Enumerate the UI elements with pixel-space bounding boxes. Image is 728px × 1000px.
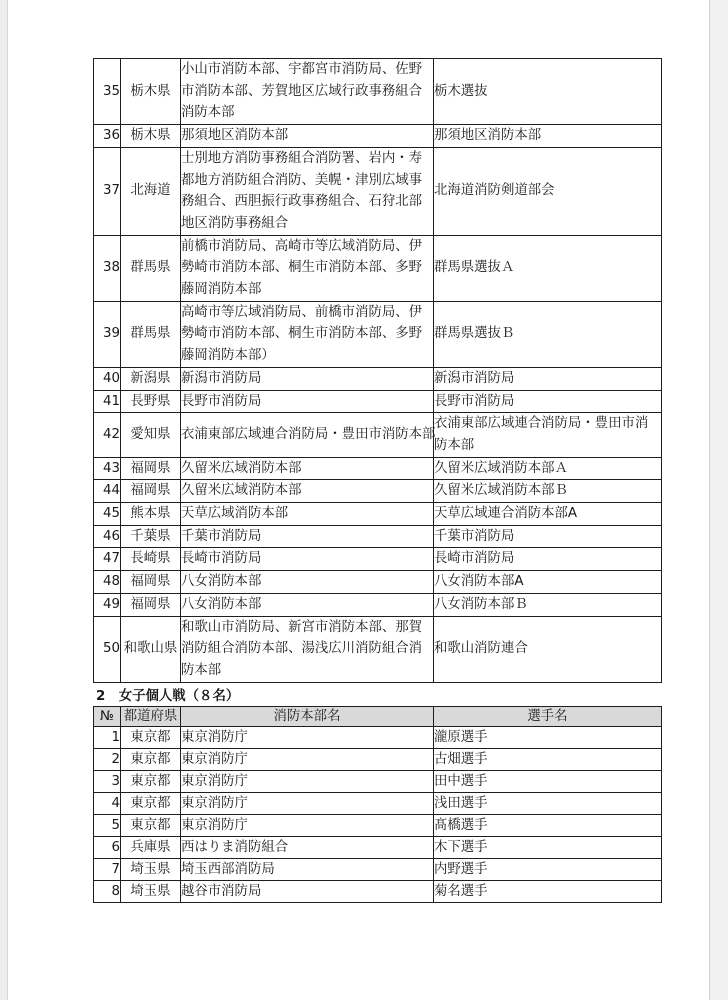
prefecture-cell: 東京都	[121, 727, 181, 749]
cell-line: 和歌山市消防局、新宮市消防本部、那賀	[181, 619, 423, 635]
prefecture-cell: 福岡県	[121, 480, 181, 503]
team-name-cell	[434, 503, 662, 526]
table-row	[94, 548, 662, 571]
prefecture-cell: 東京都	[121, 793, 181, 815]
table-row	[94, 727, 662, 749]
cell-line: 天草広域連合消防本部A	[434, 506, 578, 522]
cell-line: 久留米広域消防本部	[181, 460, 302, 476]
fire-department-cell	[181, 503, 434, 526]
team-name-cell	[434, 571, 662, 594]
prefecture-cell: 群馬県	[121, 235, 181, 301]
table-row	[94, 59, 662, 125]
cell-line: 防本部	[181, 662, 222, 678]
row-number: 48	[94, 571, 121, 594]
fire-department-cell	[181, 367, 434, 390]
table-row	[94, 593, 662, 616]
cell-line: 地区消防事務組合	[181, 215, 289, 231]
row-number: 44	[94, 480, 121, 503]
table-header	[94, 707, 662, 727]
table-row	[94, 367, 662, 390]
row-number: 2	[94, 749, 121, 771]
cell-line: 長崎市消防局	[181, 551, 262, 567]
cell-line: 市消防本部、芳賀地区広域行政事務組合	[181, 83, 423, 99]
prefecture-cell: 東京都	[121, 749, 181, 771]
fire-department-cell	[181, 480, 434, 503]
row-number: 41	[94, 390, 121, 413]
cell-line: 群馬県選抜Ｂ	[434, 326, 515, 342]
prefecture-cell: 東京都	[121, 815, 181, 837]
cell-line: 天草広域消防本部	[181, 506, 289, 522]
row-number: 8	[94, 881, 121, 903]
team-name-cell	[434, 147, 662, 235]
fire-department-cell: 埼玉西部消防局	[181, 859, 434, 881]
table-row	[94, 771, 662, 793]
fire-department-cell	[181, 616, 434, 682]
prefecture-cell: 兵庫県	[121, 837, 181, 859]
team-name-cell	[434, 125, 662, 148]
team-name-cell	[434, 59, 662, 125]
header-player: 選手名	[434, 707, 662, 727]
cell-line: 小山市消防本部、宇都宮市消防局、佐野	[181, 62, 423, 77]
table-row	[94, 859, 662, 881]
header-prefecture: 都道府県	[121, 707, 181, 727]
table-row	[94, 390, 662, 413]
cell-line: 長野市消防局	[434, 393, 515, 409]
row-number: 50	[94, 616, 121, 682]
header-row	[94, 707, 662, 727]
cell-line: 防本部	[434, 437, 475, 453]
fire-department-cell	[181, 571, 434, 594]
fire-department-cell	[181, 548, 434, 571]
cell-line: 那須地区消防本部	[181, 128, 289, 144]
table-row	[94, 815, 662, 837]
prefecture-cell: 熊本県	[121, 503, 181, 526]
fire-department-cell	[181, 525, 434, 548]
table-row	[94, 525, 662, 548]
cell-line: 消防組合消防本部、湯浅広川消防組合消	[181, 641, 423, 657]
cell-line: 衣浦東部広域連合消防局・豊田市消防本部	[181, 427, 436, 443]
cell-line: 八女消防本部Ｂ	[434, 596, 528, 612]
table-row	[94, 480, 662, 503]
team-name-cell	[434, 457, 662, 480]
cell-line: 栃木選抜	[434, 83, 488, 99]
prefecture-cell: 長崎県	[121, 548, 181, 571]
cell-line: 和歌山消防連合	[434, 641, 528, 657]
fire-department-cell	[181, 593, 434, 616]
player-name-cell: 内野選手	[434, 859, 662, 881]
row-number: 4	[94, 793, 121, 815]
fire-department-cell	[181, 125, 434, 148]
table-row	[94, 616, 662, 682]
team-name-cell	[434, 548, 662, 571]
cell-line: 長崎市消防局	[434, 551, 515, 567]
cell-line: 八女消防本部	[181, 596, 262, 612]
prefecture-cell: 群馬県	[121, 301, 181, 367]
cell-line: 藤岡消防本部	[181, 282, 262, 298]
scrollbar-track[interactable]	[709, 0, 728, 1000]
fire-department-cell: 東京消防庁	[181, 793, 434, 815]
header-fire-department: 消防本部名	[181, 707, 434, 727]
fire-department-cell	[181, 59, 434, 125]
prefecture-cell: 東京都	[121, 771, 181, 793]
row-number: 46	[94, 525, 121, 548]
table-row	[94, 837, 662, 859]
cell-line: 那須地区消防本部	[434, 128, 542, 144]
row-number: 40	[94, 367, 121, 390]
row-number: 38	[94, 235, 121, 301]
table-row	[94, 235, 662, 301]
team-name-cell	[434, 616, 662, 682]
prefecture-cell: 北海道	[121, 147, 181, 235]
table-row	[94, 571, 662, 594]
row-number: 47	[94, 548, 121, 571]
team-name-cell	[434, 593, 662, 616]
cell-line: 藤岡消防本部）	[181, 348, 275, 364]
table-row	[94, 503, 662, 526]
team-name-cell	[434, 390, 662, 413]
cell-line: 八女消防本部A	[434, 574, 524, 590]
team-entries-body	[94, 59, 662, 683]
cell-line: 衣浦東部広域連合消防局・豊田市消	[434, 416, 649, 432]
team-name-cell	[434, 413, 662, 457]
prefecture-cell: 和歌山県	[121, 616, 181, 682]
page-left-edge	[0, 0, 8, 1000]
row-number: 5	[94, 815, 121, 837]
cell-line: 士別地方消防事務組合消防署、岩内・寿	[181, 150, 423, 166]
team-name-cell	[434, 480, 662, 503]
table-row	[94, 413, 662, 457]
table-row	[94, 793, 662, 815]
cell-line: 千葉市消防局	[434, 528, 515, 544]
prefecture-cell: 福岡県	[121, 571, 181, 594]
cell-line: 勢崎市消防本部、桐生市消防本部、多野	[181, 326, 423, 342]
table-row	[94, 457, 662, 480]
cell-line: 務組合、西胆振行政事務組合、石狩北部	[181, 194, 423, 210]
fire-department-cell	[181, 413, 434, 457]
row-number: 1	[94, 727, 121, 749]
prefecture-cell: 埼玉県	[121, 859, 181, 881]
row-number: 45	[94, 503, 121, 526]
team-name-cell	[434, 301, 662, 367]
row-number: 39	[94, 301, 121, 367]
player-name-cell: 髙橋選手	[434, 815, 662, 837]
team-name-cell	[434, 525, 662, 548]
fire-department-cell: 東京消防庁	[181, 749, 434, 771]
row-number: 42	[94, 413, 121, 457]
player-name-cell: 古畑選手	[434, 749, 662, 771]
prefecture-cell: 長野県	[121, 390, 181, 413]
table-row	[94, 301, 662, 367]
prefecture-cell: 福岡県	[121, 593, 181, 616]
row-number: 3	[94, 771, 121, 793]
prefecture-cell: 愛知県	[121, 413, 181, 457]
team-name-cell	[434, 367, 662, 390]
prefecture-cell: 栃木県	[121, 125, 181, 148]
player-name-cell: 木下選手	[434, 837, 662, 859]
cell-line: 消防本部	[181, 105, 235, 121]
row-number: 6	[94, 837, 121, 859]
prefecture-cell: 埼玉県	[121, 881, 181, 903]
fire-department-cell: 東京消防庁	[181, 771, 434, 793]
row-number: 7	[94, 859, 121, 881]
cell-line: 久留米広域消防本部Ａ	[434, 460, 568, 476]
header-number: №	[94, 707, 121, 727]
cell-line: 北海道消防剣道部会	[434, 183, 555, 199]
team-entries-table	[93, 58, 662, 683]
cell-line: 前橋市消防局、高崎市等広域消防局、伊	[181, 238, 423, 254]
row-number: 36	[94, 125, 121, 148]
row-number: 37	[94, 147, 121, 235]
fire-department-cell	[181, 147, 434, 235]
cell-line: 長野市消防局	[181, 393, 262, 409]
cell-line: 千葉市消防局	[181, 528, 262, 544]
fire-department-cell	[181, 457, 434, 480]
table-row	[94, 749, 662, 771]
cell-line: 新潟市消防局	[434, 370, 515, 386]
prefecture-cell: 新潟県	[121, 367, 181, 390]
prefecture-cell: 千葉県	[121, 525, 181, 548]
fire-department-cell: 東京消防庁	[181, 727, 434, 749]
women-individual-table	[93, 706, 662, 903]
table-row	[94, 125, 662, 148]
fire-department-cell: 東京消防庁	[181, 815, 434, 837]
cell-line: 群馬県選抜Ａ	[434, 260, 515, 276]
section-heading: 2 女子個人戦（８名）	[96, 689, 240, 704]
row-number: 43	[94, 457, 121, 480]
women-individual-body	[94, 727, 662, 903]
fire-department-cell: 越谷市消防局	[181, 881, 434, 903]
row-number: 35	[94, 59, 121, 125]
fire-department-cell	[181, 390, 434, 413]
table-row	[94, 147, 662, 235]
player-name-cell: 菊名選手	[434, 881, 662, 903]
cell-line: 勢崎市消防本部、桐生市消防本部、多野	[181, 260, 423, 276]
cell-line: 八女消防本部	[181, 574, 262, 590]
fire-department-cell	[181, 235, 434, 301]
prefecture-cell: 福岡県	[121, 457, 181, 480]
cell-line: 新潟市消防局	[181, 370, 262, 386]
cell-line: 久留米広域消防本部	[181, 483, 302, 499]
table-row	[94, 881, 662, 903]
cell-line: 久留米広域消防本部Ｂ	[434, 483, 568, 499]
team-name-cell	[434, 235, 662, 301]
player-name-cell: 瀧原選手	[434, 727, 662, 749]
cell-line: 高崎市等広域消防局、前橋市消防局、伊	[181, 304, 423, 320]
player-name-cell: 田中選手	[434, 771, 662, 793]
fire-department-cell	[181, 301, 434, 367]
prefecture-cell: 栃木県	[121, 59, 181, 125]
row-number: 49	[94, 593, 121, 616]
player-name-cell: 浅田選手	[434, 793, 662, 815]
fire-department-cell: 西はりま消防組合	[181, 837, 434, 859]
cell-line: 都地方消防組合消防、美幌・津別広域事	[181, 172, 423, 188]
